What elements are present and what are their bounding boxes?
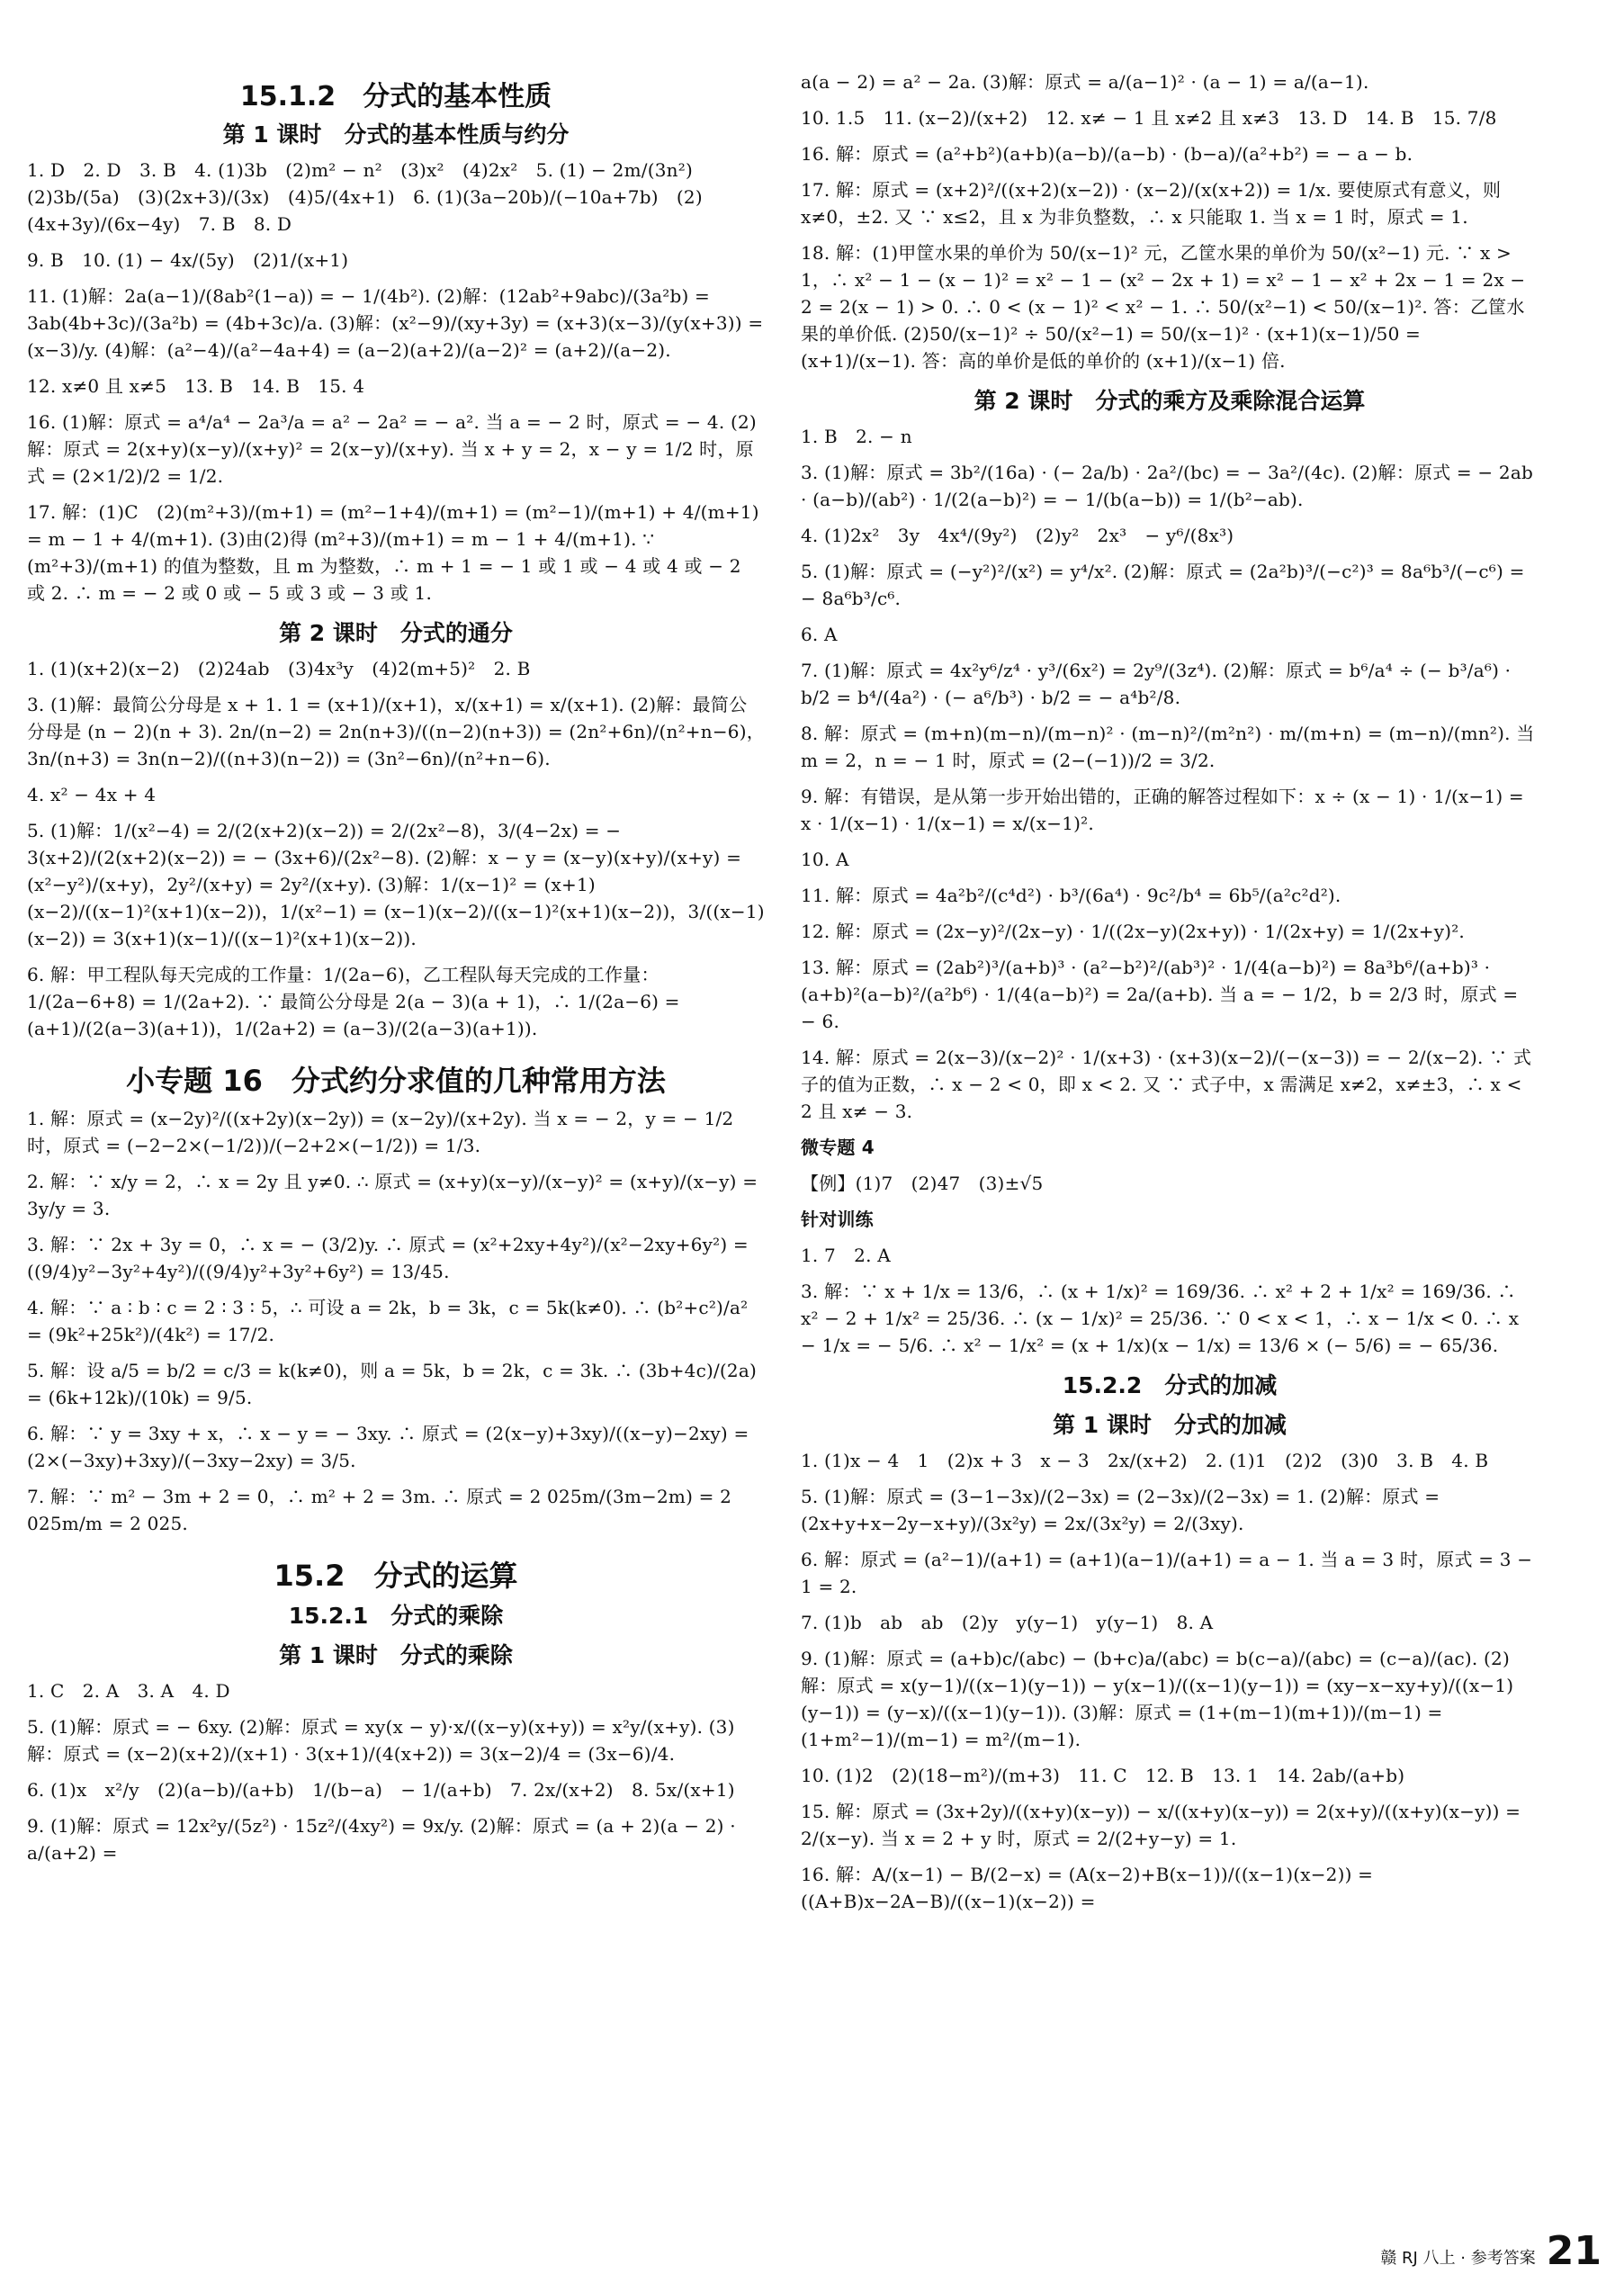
answer-line: 5. 解：设 a/5 = b/2 = c/3 = k(k≠0)，则 a = 5k，b = 2k，c = 3k. ∴ (3b+4c)/(2a) = (6k+12k)/(10k) = 9/5. (27, 1360, 757, 1408)
answer-line: 14. 解：原式 = 2(x−3)/(x−2)² · 1/(x+3) · (x+3)(x−2)/(−(x−3)) = − 2/(x−2). ∵ 式子的值为正数，∴ x − 2 < 0，即 x < 2. 又 ∵ 式子中，x 需满足 x≠2，x≠±3，∴ x < 2 且 x≠ − 3. (801, 1047, 1532, 1122)
answer-line: 7. (1)b ab ab (2)y y(y−1) y(y−1) 8. A (801, 1612, 1214, 1633)
answer-line: 1. (1)(x+2)(x−2) (2)24ab (3)4x³y (4)2(m+5)² 2. B (27, 658, 531, 679)
answer-line: 10. (1)2 (2)(18−m²)/(m+3) 11. C 12. B 13. 1 14. 2ab/(a+b) (801, 1765, 1405, 1786)
lesson-title: 第 1 课时 分式的加减 (1053, 1412, 1287, 1438)
answer-line: 4. (1)2x² 3y 4x⁴/(9y²) (2)y² 2x³ − y⁶/(8x³) (801, 525, 1234, 546)
page-number: 21 (1546, 2228, 1602, 2274)
answer-line: 12. 解：原式 = (2x−y)²/(2x−y) · 1/((2x−y)(2x+y)) · 1/(2x+y) = 1/(2x+y)². (801, 921, 1465, 942)
answer-line: 【例】(1)7 (2)47 (3)±√5 (801, 1173, 1044, 1194)
answer-line: 18. 解：(1)甲筐水果的单价为 50/(x−1)² 元，乙筐水果的单价为 50/(x²−1) 元. ∵ x > 1，∴ x² − 1 − (x − 1)² = x² − 1 − (x² − 2x + 1) = x² − 1 − x² + 2x − 1 = 2x − 2 = 2(x − 1) > 0. ∴ 0 < (x − 1)² < x² − 1. ∴ 50/(x²−1) < 50/(x−1)². 答：乙筐水果的单价低. (2)50/(x−1)² ÷ 50/(x²−1) = 50/(x−1)² · (x+1)(x−1)/50 = (x+1)/(x−1). 答：高的单价是低的单价的 (x+1)/(x−1) 倍. (801, 242, 1526, 372)
answer-line: 16. 解：A/(x−1) − B/(2−x) = (A(x−2)+B(x−1))/((x−1)(x−2)) = ((A+B)x−2A−B)/((x−1)(x−2)) = (801, 1864, 1374, 1912)
lesson-title: 第 2 课时 分式的通分 (279, 620, 513, 646)
answer-line: 5. (1)解：1/(x²−4) = 2/(2(x+2)(x−2)) = 2/(2x²−8)，3/(4−2x) = − 3(x+2)/(2(x+2)(x−2)) = − (3x+6)/(2x²−8). (2)解：x − y = (x−y)(x+y)/(x+y) = (x²−y²)/(x+y)，2y²/(x+y) = 2y²/(x+y). (3)解：1/(x−1)² = (x+1)(x−2)/((x−1)²(x+1)(x−2))，1/(x²−1) = (x−1)(x−2)/((x−1)²(x+1)(x−2))，3/((x−1)(x−2)) = 3(x+1)(x−1)/((x−1)²(x+1)(x−2)). (27, 820, 765, 949)
lesson-title: 第 2 课时 分式的乘方及乘除混合运算 (974, 388, 1366, 414)
answer-line: a(a − 2) = a² − 2a. (3)解：原式 = a/(a−1)² · (a − 1) = a/(a−1). (801, 71, 1369, 93)
answer-line: 3. 解：∵ x + 1/x = 13/6，∴ (x + 1/x)² = 169/36. ∴ x² + 2 + 1/x² = 169/36. ∴ x² − 2 + 1/x² = 25/36. ∴ (x − 1/x)² = 25/36. ∵ 0 < x < 1，∴ x − 1/x < 0. ∴ x − 1/x = − 5/6. ∴ x² − 1/x² = (x + 1/x)(x − 1/x) = 13/6 × (− 5/6) = − 65/36. (801, 1281, 1520, 1356)
answer-line: 7. (1)解：原式 = 4x²y⁶/z⁴ · y³/(6x²) = 2y⁹/(3z⁴). (2)解：原式 = b⁶/a⁴ ÷ (− b³/a⁶) · b/2 = b⁴/(4a²) · (− a⁶/b³) · b/2 = − a⁴b²/8. (801, 660, 1512, 708)
answer-line: 6. (1)x x²/y (2)(a−b)/(a+b) 1/(b−a) − 1/(a+b) 7. 2x/(x+2) 8. 5x/(x+1) (27, 1779, 735, 1801)
answer-line: 9. (1)解：原式 = 12x²y/(5z²) · 15z²/(4xy²) = 9x/y. (2)解：原式 = (a + 2)(a − 2) · a/(a+2) = (27, 1815, 736, 1864)
answer-line: 9. 解：有错误，是从第一步开始出错的，正确的解答过程如下：x ÷ (x − 1) · 1/(x−1) = x · 1/(x−1) · 1/(x−1) = x/(x−1)². (801, 786, 1524, 834)
answer-line: 1. B 2. − n (801, 426, 912, 447)
answer-line: 6. 解：∵ y = 3xy + x，∴ x − y = − 3xy. ∴ 原式 = (2(x−y)+3xy)/((x−y)−2xy) = (2×(−3xy)+3xy)/(−3xy−2xy) = 3/5. (27, 1423, 749, 1471)
answer-line: 1. D 2. D 3. B 4. (1)3b (2)m² − n² (3)x² (4)2x² 5. (1) − 2m/(3n²) (2)3b/(5a) (3)(2x+3)/(3x) (4)5/(4x+1) 6. (1)(3a−20b)/(−10a+7b) (2)(4x+3y)/(6x−4y) 7. B 8. D (27, 159, 712, 235)
answer-line: 3. (1)解：最简公分母是 x + 1. 1 = (x+1)/(x+1)，x/(x+1) = x/(x+1). (2)解：最简公分母是 (n − 2)(n + 3). 2n/(n−2) = 2n(n+3)/((n−2)(n+3)) = (2n²+6n)/(n²+n−6)，3n/(n+3) = 3n(n−2)/((n+3)(n−2)) = (3n²−6n)/(n²+n−6). (27, 694, 765, 769)
answer-line: 13. 解：原式 = (2ab²)³/(a+b)³ · (a²−b²)²/(ab³)² · 1/(4(a−b)²) = 8a³b⁶/(a+b)³ · (a+b)²(a−b)²/(a²b⁶) · 1/(4(a−b)²) = 2a/(a+b). 当 a = − 1/2，b = 2/3 时，原式 = − 6. (801, 957, 1519, 1032)
answer-line: 17. 解：原式 = (x+2)²/((x+2)(x−2)) · (x−2)/(x(x+2)) = 1/x. 要使原式有意义，则 x≠0，±2. 又 ∵ x≤2，且 x 为非负整数，∴ x 只能取 1. 当 x = 1 时，原式 = 1. (801, 179, 1502, 228)
right-column (801, 63, 1539, 1924)
answer-line: 11. 解：原式 = 4a²b²/(c⁴d²) · b³/(6a⁴) · 9c²/b⁴ = 6b⁵/(a²c²d²). (801, 885, 1341, 906)
answer-line: 7. 解：∵ m² − 3m + 2 = 0，∴ m² + 2 = 3m. ∴ 原式 = 2 025m/(3m−2m) = 2 025m/m = 2 025. (27, 1486, 732, 1534)
answer-line: 4. 解：∵ a ∶ b ∶ c = 2 ∶ 3 ∶ 5，∴ 可设 a = 2k，b = 3k，c = 5k(k≠0). ∴ (b²+c²)/a² = (9k²+25k²)/(4k²) = 17/2. (27, 1297, 749, 1345)
answer-line: 3. (1)解：原式 = 3b²/(16a) · (− 2a/b) · 2a²/(bc) = − 3a²/(4c). (2)解：原式 = − 2ab · (a−b)/(ab²) · 1/(2(a−b)²) = − 1/(b(a−b)) = 1/(b²−ab). (801, 462, 1533, 510)
section-title: 15.1.2 分式的基本性质 (239, 81, 552, 112)
subsection-title: 15.2.2 分式的加减 (1062, 1372, 1278, 1398)
subsection-title: 15.2.1 分式的乘除 (288, 1603, 504, 1629)
answer-line: 4. x² − 4x + 4 (27, 784, 157, 805)
answer-line: 6. A (801, 624, 838, 645)
answer-line: 2. 解：∵ x/y = 2，∴ x = 2y 且 y≠0. ∴ 原式 = (x+y)(x−y)/(x−y)² = (x+y)/(x−y) = 3y/y = 3. (27, 1171, 758, 1219)
answer-line: 5. (1)解：原式 = − 6xy. (2)解：原式 = xy(x − y)·x/((x−y)(x+y)) = x²y/(x+y). (3)解：原式 = (x−2)(x+2)/(x+1) · 3(x+1)/(4(x+2)) = 3(x−2)/4 = (3x−6)/4. (27, 1716, 735, 1765)
section-title: 15.2 分式的运算 (274, 1559, 518, 1593)
answer-line: 15. 解：原式 = (3x+2y)/((x+y)(x−y)) − x/((x+y)(x−y)) = 2(x+y)/((x+y)(x−y)) = 2/(x−y). 当 x = 2 + y 时，原式 = 2/(2+y−y) = 1. (801, 1801, 1521, 1849)
answer-line: 5. (1)解：原式 = (3−1−3x)/(2−3x) = (2−3x)/(2−3x) = 1. (2)解：原式 = (2x+y+x−2y−x+y)/(3x²y) = 2x/(3x²y) = 2/(3xy). (801, 1486, 1440, 1534)
answer-line: 12. x≠0 且 x≠5 13. B 14. B 15. 4 (27, 375, 365, 397)
answer-line: 5. (1)解：原式 = (−y²)²/(x²) = y⁴/x². (2)解：原式 = (2a²b)³/(−c²)³ = 8a⁶b³/(−c⁶) = − 8a⁶b³/c⁶. (801, 561, 1525, 609)
answer-line: 11. (1)解：2a(a−1)/(8ab²(1−a)) = − 1/(4b²). (2)解：(12ab²+9abc)/(3a²b) = 3ab(4b+3c)/(3a²b) = (4b+3c)/a. (3)解：(x²−9)/(xy+3y) = (x+3)(x−3)/(y(x+3)) = (x−3)/y. (4)解：(a²−4)/(a²−4a+4) = (a−2)(a+2)/(a−2)² = (a+2)/(a−2). (27, 285, 764, 361)
answer-line: 6. 解：原式 = (a²−1)/(a+1) = (a+1)(a−1)/(a+1) = a − 1. 当 a = 3 时，原式 = 3 − 1 = 2. (801, 1549, 1533, 1597)
answer-line: 8. 解：原式 = (m+n)(m−n)/(m−n)² · (m−n)²/(m²n²) · m/(m+n) = (m−n)/(mn²). 当 m = 2，n = − 1 时，原式 = (2−(−1))/2 = 3/2. (801, 723, 1535, 771)
lesson-title: 第 1 课时 分式的乘除 (279, 1642, 513, 1668)
answer-line: 1. 解：原式 = (x−2y)²/((x+2y)(x−2y)) = (x−2y)/(x+2y). 当 x = − 2，y = − 1/2 时，原式 = (−2−2×(−1/2))/(−2+2×(−1/2)) = 1/3. (27, 1108, 734, 1156)
page-footer (1380, 2228, 1602, 2274)
answer-line: 10. 1.5 11. (x−2)/(x+2) 12. x≠ − 1 且 x≠2 且 x≠3 13. D 14. B 15. 7/8 (801, 107, 1497, 129)
footer-text: 赣 RJ 八上 · 参考答案 (1380, 2249, 1536, 2268)
lesson-title: 第 1 课时 分式的基本性质与约分 (222, 121, 570, 148)
answer-line: 3. 解：∵ 2x + 3y = 0，∴ x = − (3/2)y. ∴ 原式 = (x²+2xy+4y²)/(x²−2xy+6y²) = ((9/4)y²−3y²+4y²)/((9/4)y²+3y²+6y²) = 13/45. (27, 1234, 749, 1282)
answer-line: 1. C 2. A 3. A 4. D (27, 1680, 230, 1702)
micro-topic-title: 微专题 4 (801, 1137, 875, 1158)
answer-line: 17. 解：(1)C (2)(m²+3)/(m+1) = (m²−1+4)/(m+1) = (m²−1)/(m+1) + 4/(m+1) = m − 1 + 4/(m+1). (3)由(2)得 (m²+3)/(m+1) = m − 1 + 4/(m+1). ∵ (m²+3)/(m+1) 的值为整数，且 m 为整数，∴ m + 1 = − 1 或 1 或 − 4 或 4 或 − 2 或 2. ∴ m = − 2 或 0 或 − 5 或 3 或 − 3 或 1. (27, 501, 759, 604)
answer-line: 6. 解：甲工程队每天完成的工作量：1/(2a−6)，乙工程队每天完成的工作量：1/(2a−6+8) = 1/(2a+2). ∵ 最简公分母是 2(a − 3)(a + 1)，∴ 1/(2a−6) = (a+1)/(2(a−3)(a+1))，1/(2a+2) = (a−3)/(2(a−3)(a+1)). (27, 964, 680, 1039)
answer-line: 9. B 10. (1) − 4x/(5y) (2)1/(x+1) (27, 249, 349, 271)
topic-title: 小专题 16 分式约分求值的几种常用方法 (126, 1064, 666, 1098)
answer-line: 16. (1)解：原式 = a⁴/a⁴ − 2a³/a = a² − 2a² = − a². 当 a = − 2 时，原式 = − 4. (2)解：原式 = 2(x+y)(x−y)/(x+y)² = 2(x−y)/(x+y). 当 x + y = 2，x − y = 1/2 时，原式 = (2×1/2)/2 = 1/2. (27, 411, 757, 487)
training-label: 针对训练 (801, 1209, 874, 1230)
answer-line: 10. A (801, 849, 849, 870)
left-column (27, 63, 765, 1875)
answer-line: 1. 7 2. A (801, 1245, 891, 1266)
answer-line: 16. 解：原式 = (a²+b²)(a+b)(a−b)/(a−b) · (b−a)/(a²+b²) = − a − b. (801, 143, 1413, 165)
answer-line: 1. (1)x − 4 1 (2)x + 3 x − 3 2x/(x+2) 2. (1)1 (2)2 (3)0 3. B 4. B (801, 1450, 1489, 1471)
answer-line: 9. (1)解：原式 = (a+b)c/(abc) − (b+c)a/(abc) = b(c−a)/(abc) = (c−a)/(ac). (2)解：原式 = x(y−1)/((x−1)(y−1)) − y(x−1)/((x−1)(y−1)) = (xy−x−xy+y)/((x−1)(y−1)) = (y−x)/((x−1)(y−1)). (3)解：原式 = (1+(m−1)(m+1))/(m−1) = (1+m²−1)/(m−1) = m²/(m−1). (801, 1648, 1514, 1750)
